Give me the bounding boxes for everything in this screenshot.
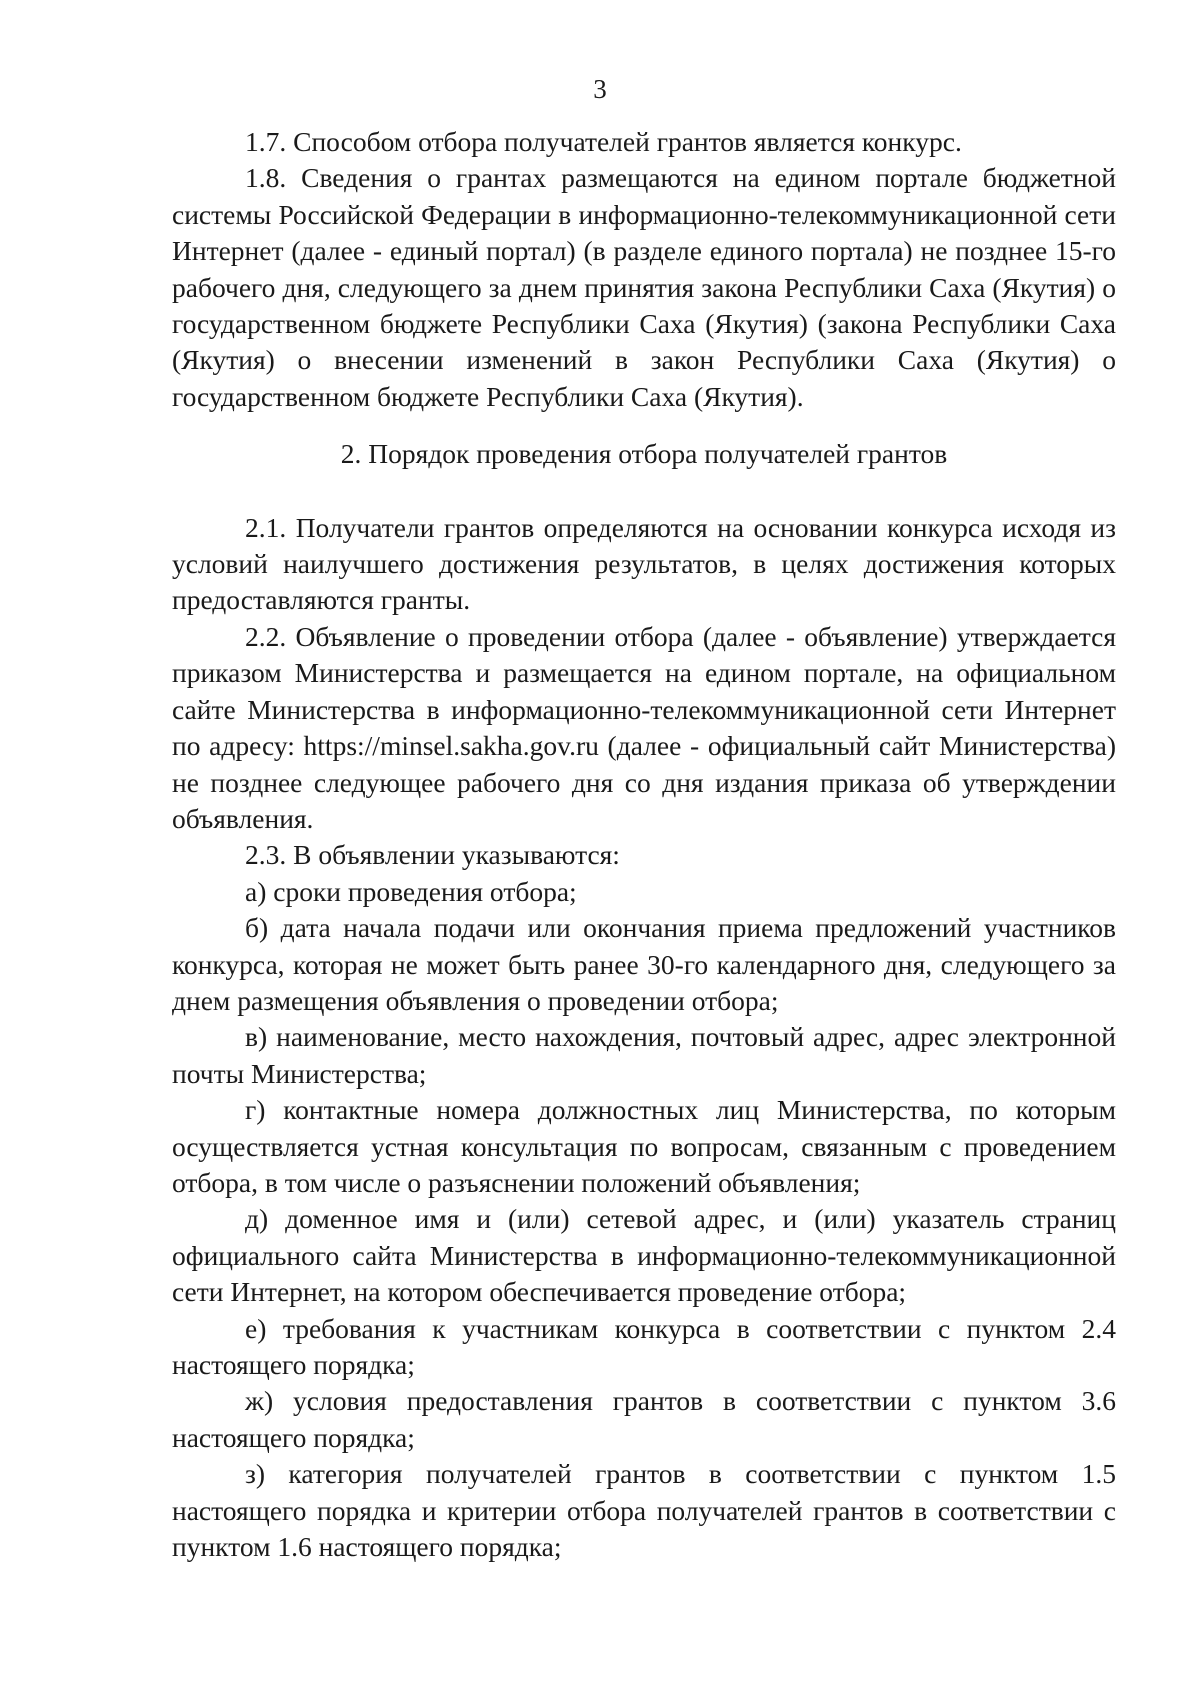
list-item-z: з) категория получателей грантов в соответствии с пунктом 1.5 настоящего порядка и критерии отбора получателей грантов в соответствии с пунктом 1.6 настоящего порядка; bbox=[172, 1458, 1116, 1563]
list-item-e: е) требования к участникам конкурса в соответствии с пунктом 2.4 настоящего порядка; bbox=[172, 1312, 1116, 1380]
paragraph-2-2: 2.2. Объявление о проведении отбора (далее - объявление) утверждается приказом Министерства и размещается на едином портале, на официальном сайте Министерства в информационно-телекоммуникационной сети Интернет по адресу: https://minsel.sakha.gov.ru (далее - официальный сайт Министерства) не позднее следующее рабочего дня со дня издания приказа об утверждении объявления. bbox=[172, 620, 1116, 834]
list-item-zh: ж) условия предоставления грантов в соответствии с пунктом 3.6 настоящего порядка; bbox=[172, 1385, 1116, 1453]
list-item-d: д) доменное имя и (или) сетевой адрес, и (или) указатель страниц официального сайта Министерства в информационно-телекоммуникационной сети Интернет, на котором обеспечивается проведение отбора; bbox=[172, 1203, 1116, 1308]
list-item-v: в) наименование, место нахождения, почтовый адрес, адрес электронной почты Министерства; bbox=[172, 1021, 1116, 1089]
paragraph-2-1: 2.1. Получатели грантов определяются на основании конкурса исходя из условий наилучшего достижения результатов, в целях достижения которых предоставляются гранты. bbox=[172, 511, 1116, 616]
list-item-b: б) дата начала подачи или окончания приема предложений участников конкурса, которая не может быть ранее 30-го календарного дня, следующего за днем размещения объявления о проведении отбора; bbox=[172, 912, 1116, 1016]
list-item-a: а) сроки проведения отбора; bbox=[245, 875, 577, 907]
paragraph-1-7: 1.7. Способом отбора получателей грантов является конкурс. bbox=[245, 126, 962, 157]
list-item-g: г) контактные номера должностных лиц Министерства, по которым осуществляется устная консультация по вопросам, связанным с проведением отбора, в том числе о разъяснении положений объявления; bbox=[172, 1094, 1116, 1198]
section-heading: 2. Порядок проведения отбора получателей грантов bbox=[340, 438, 948, 470]
paragraph-1-8: 1.8. Сведения о грантах размещаются на едином портале бюджетной системы Российской Федерации в информационно-телекоммуникационной сети Интернет (далее - единый портал) (в разделе единого портала) не позднее 15-го рабочего дня, следующего за днем принятия закона Республики Саха (Якутия) о государственном бюджете Республики Саха (Якутия) (закона Республики Саха (Якутия) о внесении изменений в закон Республики Саха (Якутия) о государственном бюджете Республики Саха (Якутия). bbox=[172, 162, 1116, 412]
paragraph-2-3: 2.3. В объявлении указываются: bbox=[245, 839, 620, 871]
document-body bbox=[172, 124, 1116, 1565]
page-number: 3 bbox=[593, 74, 607, 104]
